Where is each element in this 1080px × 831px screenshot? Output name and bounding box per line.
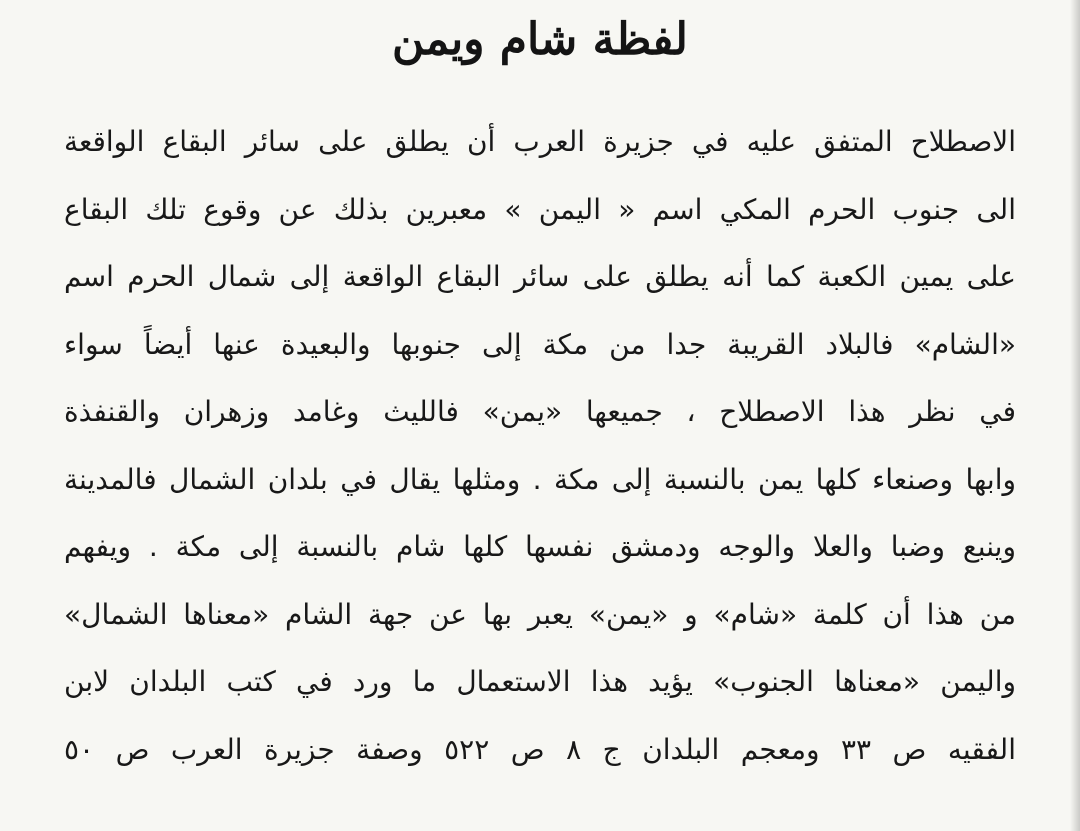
text-line: الاصطلاح المتفق عليه في جزيرة العرب أن يطلق على سائر البقاع الواقعة bbox=[64, 125, 1016, 158]
text-line: في نظر هذا الاصطلاح ، جميعها «يمن» فالليث وغامد وزهران والقنفذة bbox=[64, 395, 1016, 428]
text-line: من هذا أن كلمة «شام» و «يمن» يعبر بها عن جهة الشام «معناها الشمال» bbox=[64, 597, 1016, 631]
text-line: واليمن «معناها الجنوب» يؤيد هذا الاستعمال ما ورد في كتب البلدان لابن bbox=[64, 665, 1016, 698]
page-edge-shadow bbox=[1070, 0, 1080, 831]
text-line: وابها وصنعاء كلها يمن بالنسبة إلى مكة . ومثلها يقال في بلدان الشمال فالمدينة bbox=[64, 462, 1016, 496]
text-line: وينبع وضبا والعلا والوجه ودمشق نفسها كلها شام بالنسبة إلى مكة . ويفهم bbox=[64, 530, 1016, 563]
text-line: الى جنوب الحرم المكي اسم « اليمن » معبرين بذلك عن وقوع تلك البقاع bbox=[64, 192, 1016, 226]
page-title: لفظة شام ويمن bbox=[392, 14, 688, 65]
text-line: على يمين الكعبة كما أنه يطلق على سائر البقاع الواقعة إلى شمال الحرم اسم bbox=[64, 260, 1016, 293]
text-line: الفقيه ص ٣٣ ومعجم البلدان ج ٨ ص ٥٢٢ وصفة جزيرة العرب ص ٥٠ bbox=[64, 732, 1016, 766]
body-paragraph bbox=[64, 108, 1016, 783]
text-line: «الشام» فالبلاد القريبة جدا من مكة إلى جنوبها والبعيدة عنها أيضاً سواء bbox=[64, 327, 1016, 361]
